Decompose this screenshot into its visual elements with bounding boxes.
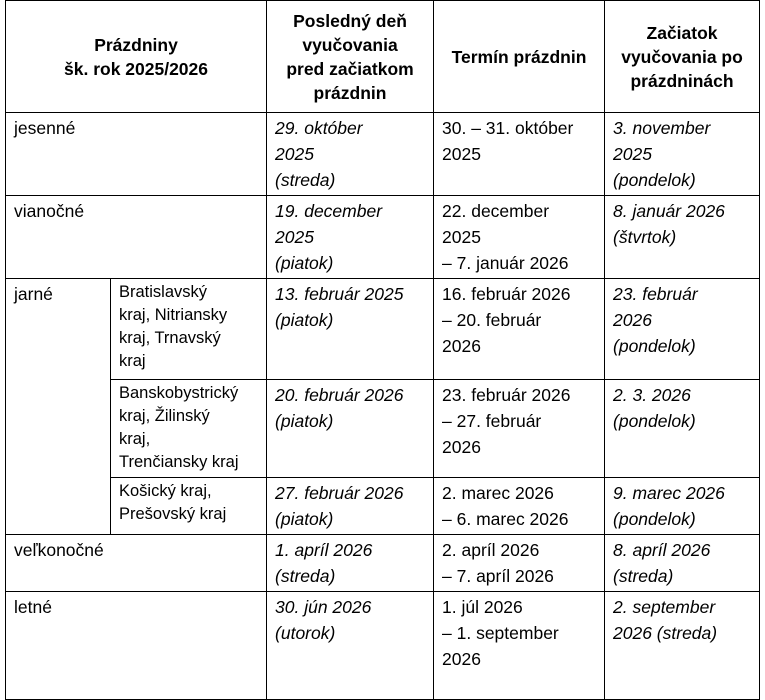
cell-line: (štvrtok) [613, 227, 677, 247]
cell-line: (utorok) [275, 623, 336, 643]
cell-line: Trenčiansky kraj [119, 453, 239, 471]
header-start-line-2: vyučovania po [621, 46, 743, 67]
cell-line: kraj, [119, 430, 151, 448]
term-cell [434, 478, 605, 535]
header-last-day-line-2: vyučovania [302, 34, 398, 55]
term-cell [434, 113, 605, 196]
table-row [6, 279, 760, 380]
header-holidays-line-1: Prázdniny [94, 34, 178, 55]
cell-line: 20. február 2026 [275, 385, 404, 405]
holiday-name-text: jesenné [14, 118, 76, 138]
cell-line: (pondelok) [613, 170, 696, 190]
table-row [6, 592, 760, 700]
cell-line: (pondelok) [613, 509, 696, 529]
cell-line: (streda) [275, 566, 336, 586]
table-row [6, 196, 760, 279]
start-cell [605, 380, 760, 478]
cell-line: Banskobystrický [119, 384, 239, 402]
cell-line: – 7. január 2026 [442, 253, 569, 273]
header-start [605, 1, 760, 113]
cell-line: 23. február 2026 [442, 385, 571, 405]
cell-line: kraj [119, 352, 146, 370]
holiday-name [6, 113, 267, 196]
cell-line: 19. december [275, 201, 383, 221]
start-cell [605, 478, 760, 535]
table-row [6, 535, 760, 592]
start-cell [605, 113, 760, 196]
cell-line: 9. marec 2026 [613, 483, 725, 503]
start-cell [605, 279, 760, 380]
cell-line: 30. – 31. október [442, 118, 574, 138]
last-day-cell [267, 535, 434, 592]
last-day-cell [267, 478, 434, 535]
cell-line: (pondelok) [613, 336, 696, 356]
cell-line: 23. február [613, 284, 698, 304]
cell-line: 1. apríl 2026 [275, 540, 373, 560]
cell-line: 13. február 2025 [275, 284, 404, 304]
cell-line: 8. január 2026 [613, 201, 725, 221]
cell-line: (piatok) [275, 509, 334, 529]
holiday-name-text: jarné [14, 284, 53, 304]
term-cell [434, 196, 605, 279]
cell-line: – 6. marec 2026 [442, 509, 569, 529]
cell-line: 2026 [442, 437, 481, 457]
last-day-cell [267, 592, 434, 700]
header-term [434, 1, 605, 113]
holiday-name-text: veľkonočné [14, 540, 104, 560]
cell-line: – 1. september [442, 623, 559, 643]
header-last-day-line-3: pred začiatkom [286, 58, 414, 79]
holiday-name-text: letné [14, 597, 52, 617]
cell-line: 2025 [275, 227, 314, 247]
cell-line: 2026 [442, 336, 481, 356]
cell-line: 1. júl 2026 [442, 597, 523, 617]
cell-line: 2026 (streda) [613, 623, 718, 643]
cell-line: Košický kraj, [119, 482, 212, 500]
cell-line: 22. december [442, 201, 550, 221]
cell-line: 2. marec 2026 [442, 483, 554, 503]
cell-line: 29. október [275, 118, 363, 138]
cell-line: (piatok) [275, 310, 334, 330]
table-row [6, 380, 760, 478]
header-holidays [6, 1, 267, 113]
start-cell [605, 535, 760, 592]
header-holidays-line-2: šk. rok 2025/2026 [64, 58, 209, 79]
term-cell [434, 592, 605, 700]
cell-line: – 7. apríl 2026 [442, 566, 554, 586]
cell-line: 8. apríl 2026 [613, 540, 711, 560]
header-last-day [267, 1, 434, 113]
cell-line: kraj, Nitriansky [119, 306, 228, 324]
last-day-cell [267, 279, 434, 380]
cell-line: 2025 [275, 144, 314, 164]
header-last-day-line-1: Posledný deň [293, 10, 407, 31]
cell-line: Bratislavský [119, 283, 208, 301]
holiday-name-text: vianočné [14, 201, 85, 221]
region-cell [111, 478, 267, 535]
header-row [6, 1, 760, 113]
cell-line: Prešovský kraj [119, 505, 227, 523]
header-start-line-3: prázdninách [630, 70, 734, 91]
header-term-line: Termín prázdnin [451, 46, 587, 67]
cell-line: 27. február 2026 [275, 483, 404, 503]
holiday-name [6, 196, 267, 279]
cell-line: – 27. február [442, 411, 542, 431]
holiday-name [6, 535, 267, 592]
cell-line: 2. 3. 2026 [613, 385, 691, 405]
cell-line: 2026 [613, 310, 652, 330]
cell-line: 2026 [442, 649, 481, 669]
cell-line: (piatok) [275, 253, 334, 273]
term-cell [434, 535, 605, 592]
cell-line: 30. jún 2026 [275, 597, 372, 617]
cell-line: (pondelok) [613, 411, 696, 431]
table-row [6, 113, 760, 196]
header-start-line-1: Začiatok [646, 22, 718, 43]
start-cell [605, 196, 760, 279]
cell-line: 2025 [613, 144, 652, 164]
cell-line: 3. november [613, 118, 711, 138]
region-cell [111, 279, 267, 380]
cell-line: (streda) [613, 566, 674, 586]
cell-line: 2025 [442, 227, 481, 247]
cell-line: (piatok) [275, 411, 334, 431]
cell-line: 2. apríl 2026 [442, 540, 540, 560]
last-day-cell [267, 113, 434, 196]
cell-line: (streda) [275, 170, 336, 190]
term-cell [434, 279, 605, 380]
last-day-cell [267, 196, 434, 279]
last-day-cell [267, 380, 434, 478]
cell-line: kraj, Žilinský [119, 407, 210, 425]
cell-line: 2025 [442, 144, 481, 164]
holiday-name [6, 592, 267, 700]
holiday-name [6, 279, 111, 535]
table-row [6, 478, 760, 535]
cell-line: 2. september [613, 597, 716, 617]
cell-line: kraj, Trnavský [119, 329, 221, 347]
cell-line: 16. február 2026 [442, 284, 571, 304]
header-last-day-line-4: prázdnin [313, 82, 387, 103]
term-cell [434, 380, 605, 478]
cell-line: – 20. február [442, 310, 542, 330]
start-cell [605, 592, 760, 700]
region-cell [111, 380, 267, 478]
holiday-schedule-table [5, 0, 760, 700]
